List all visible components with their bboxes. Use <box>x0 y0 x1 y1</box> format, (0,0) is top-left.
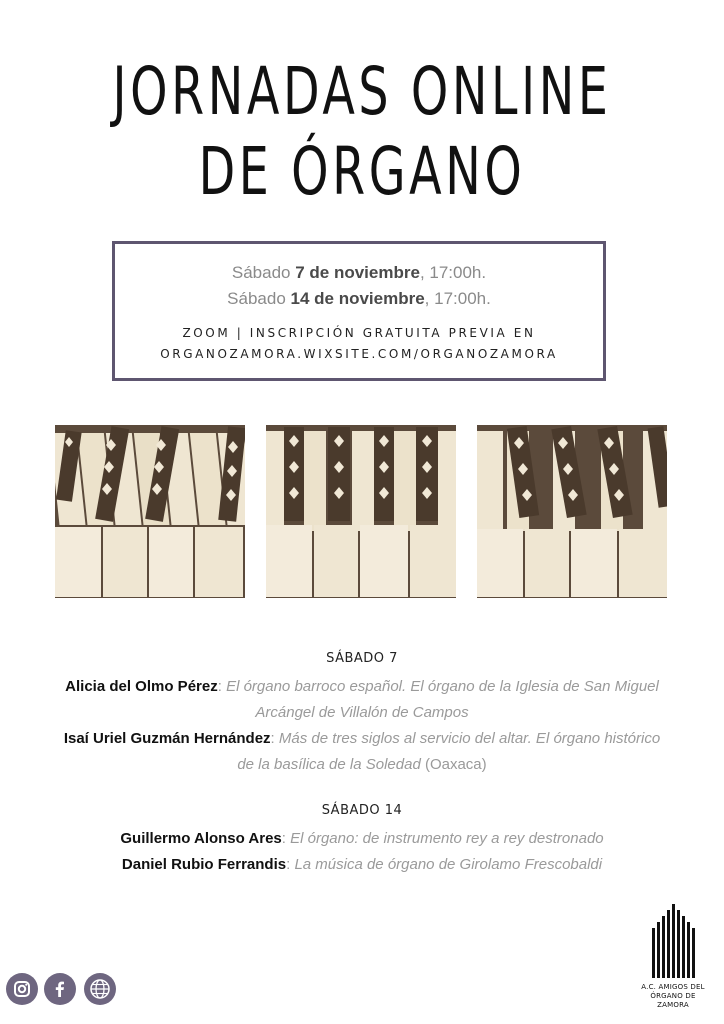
instagram-icon[interactable] <box>6 973 38 1005</box>
keyboard-illustration <box>55 425 245 598</box>
page-title <box>101 52 622 212</box>
talk-item-cont <box>0 752 724 778</box>
date-2: 14 de noviembre <box>290 289 425 308</box>
schedule-day-2 <box>0 798 724 878</box>
title-line-1: JORNADAS ONLINE <box>112 53 612 130</box>
zoom-line-1: ZOOM | INSCRIPCIÓN GRATUITA PREVIA EN <box>182 326 536 340</box>
title-line-2: DE ÓRGANO <box>198 133 526 210</box>
globe-icon[interactable] <box>84 973 116 1005</box>
dates <box>115 260 603 312</box>
facebook-icon[interactable] <box>44 973 76 1005</box>
logo-line-1: A.C. AMIGOS DEL <box>641 983 705 991</box>
instagram-glyph <box>13 980 31 998</box>
association-logo <box>640 902 706 1010</box>
talk-title: Más de tres siglos al servicio del altar. El órgano histórico <box>278 730 661 747</box>
talk-title: El órgano: de instrumento rey a rey destronado <box>290 830 604 847</box>
logo-line-2: ÓRGANO DE ZAMORA <box>650 992 696 1009</box>
speaker-name: Isaí Uriel Guzmán Hernández <box>63 730 271 747</box>
talk-item: Daniel Rubio Ferrandis: La música de órgano de Girolamo Frescobaldi <box>121 856 603 873</box>
globe-glyph <box>89 978 111 1000</box>
talk-title: El órgano barroco español. El órgano de la Iglesia de San Miguel <box>226 678 659 695</box>
keyboard-photo-3 <box>477 425 667 598</box>
schedule-day-1 <box>0 646 724 778</box>
talk-item-cont <box>0 700 724 726</box>
date-1: 7 de noviembre <box>295 263 420 282</box>
date-line-1: Sábado 7 de noviembre, 17:00h. <box>231 263 487 282</box>
speaker-name: Alicia del Olmo Pérez <box>65 678 218 695</box>
talk-item: Guillermo Alonso Ares: El órgano: de instrumento rey a rey destronado <box>120 830 604 847</box>
keyboard-illustration <box>266 425 456 598</box>
talk-place: (Oaxaca) <box>420 756 487 773</box>
talk-title: La música de órgano de Girolamo Frescobaldi <box>294 856 603 873</box>
talk-title: Arcángel de Villalón de Campos <box>255 704 469 721</box>
registration-info <box>115 323 603 365</box>
talk-title: de la basílica de la Soledad <box>237 756 421 773</box>
speaker-name: Daniel Rubio Ferrandis <box>121 856 287 873</box>
organ-pipes-icon <box>650 902 696 978</box>
speaker-name: Guillermo Alonso Ares <box>120 830 282 847</box>
facebook-glyph <box>51 980 69 998</box>
day-1-heading: SÁBADO 7 <box>326 651 398 666</box>
day-2-heading: SÁBADO 14 <box>321 803 403 818</box>
talk-item: Isaí Uriel Guzmán Hernández: Más de tres siglos al servicio del altar. El órgano histórico <box>63 730 661 747</box>
keyboard-photo-1 <box>55 425 245 598</box>
talk-item: Alicia del Olmo Pérez: El órgano barroco español. El órgano de la Iglesia de San Miguel <box>65 678 659 695</box>
registration-url[interactable]: ORGANOZAMORA.WIXSITE.COM/ORGANOZAMORA <box>160 347 558 361</box>
info-box <box>112 241 606 381</box>
date-line-2: Sábado 14 de noviembre, 17:00h. <box>227 289 491 308</box>
keyboard-photo-2 <box>266 425 456 598</box>
keyboard-illustration <box>477 425 667 598</box>
